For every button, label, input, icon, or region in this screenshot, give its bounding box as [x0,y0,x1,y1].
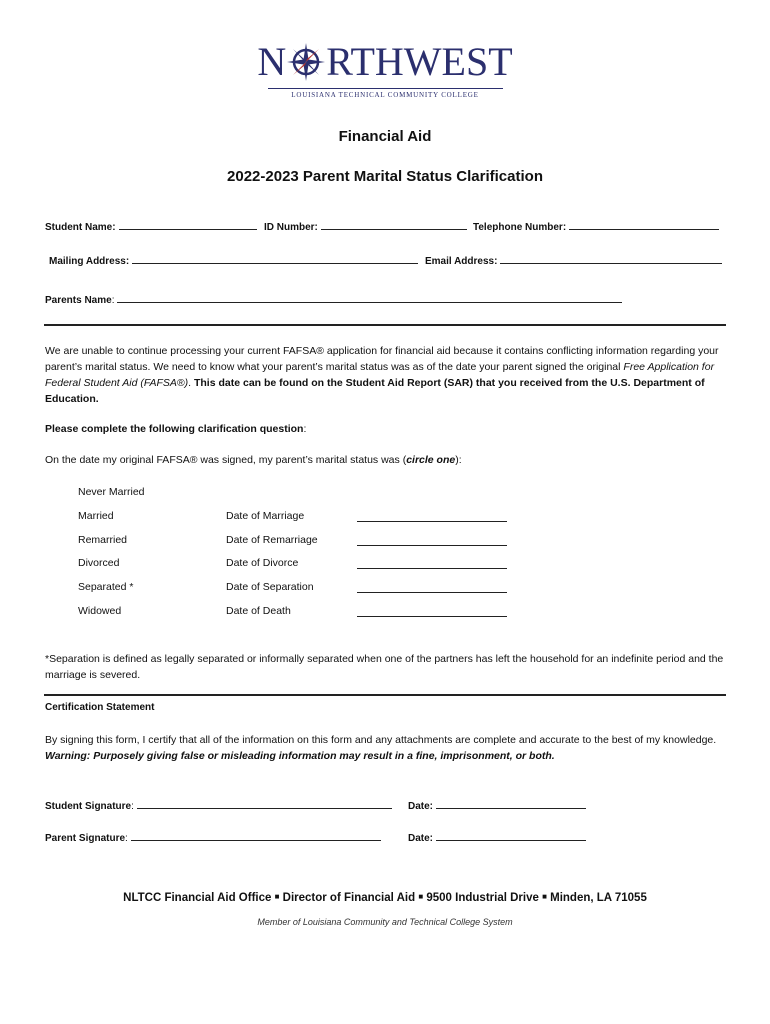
student-signature-field[interactable] [45,796,392,814]
mailing-address-field[interactable] [49,251,418,269]
id-number-field[interactable] [264,217,467,235]
option-widowed[interactable]: Widowed [78,605,122,617]
parents-name-line[interactable] [117,292,622,303]
certification-text: By signing this form, I certify that all of the information on this form and any attachments are complete and accurate to the best of my knowledge. [45,734,717,746]
option-never-married[interactable]: Never Married [78,486,145,498]
form-title: 2022-2023 Parent Marital Status Clarification [227,168,543,185]
parents-name-label: Parents Name [45,295,112,306]
parent-signature-line[interactable] [131,830,381,841]
parent-date-label: Date: [408,833,434,844]
clarification-heading-colon: : [303,423,307,435]
bullet-separator-icon: ■ [418,892,424,901]
parent-signature-field[interactable] [45,828,381,846]
logo-letter-n: N [257,39,287,84]
compass-star-icon [286,42,326,82]
date-of-divorce-label: Date of Divorce [226,557,299,569]
email-address-line[interactable] [500,253,722,264]
certification-paragraph [45,732,725,764]
telephone-field[interactable] [473,217,719,235]
form-department-title: Financial Aid [338,128,432,145]
option-remarried[interactable]: Remarried [78,534,128,546]
date-of-separation-line[interactable] [357,581,507,593]
clarification-heading [45,423,306,435]
date-of-divorce-line[interactable] [357,557,507,569]
section-divider-top [44,324,726,326]
id-number-line[interactable] [321,219,467,230]
footer-director: Director of Financial Aid [282,892,416,904]
question-start: On the date my original FAFSA® was signed, my parent’s marital status was ( [45,454,407,466]
date-of-death-line[interactable] [357,605,507,617]
intro-paragraph [45,343,725,407]
parents-name-field[interactable] [45,290,622,308]
college-logo [0,40,770,102]
student-date-label: Date: [408,801,434,812]
footer-contact [0,892,770,904]
option-divorced[interactable]: Divorced [78,557,120,569]
student-name-field[interactable] [45,217,257,235]
id-number-label: ID Number: [264,222,318,233]
footer-city: Minden, LA 71055 [550,892,647,904]
student-date-field[interactable] [408,796,586,814]
bullet-separator-icon: ■ [274,892,280,901]
telephone-line[interactable] [569,219,719,230]
date-of-separation-label: Date of Separation [226,581,314,593]
student-name-label: Student Name: [45,222,116,233]
email-address-label: Email Address: [425,256,498,267]
footer-office: NLTCC Financial Aid Office [123,892,272,904]
clarification-question [45,454,462,466]
mailing-address-line[interactable] [132,253,418,264]
student-date-line[interactable] [436,798,586,809]
bullet-separator-icon: ■ [542,892,547,901]
telephone-label: Telephone Number: [473,222,567,233]
mailing-address-label: Mailing Address: [49,256,130,267]
question-end: ): [455,454,462,466]
parent-date-line[interactable] [436,830,586,841]
option-married[interactable]: Married [78,510,114,522]
student-signature-line[interactable] [137,798,392,809]
date-of-remarriage-label: Date of Remarriage [226,534,318,546]
date-of-marriage-line[interactable] [357,510,507,522]
intro-period: . [188,377,194,389]
certification-warning: Warning: Purposely giving false or misleading information may result in a fine, imprisonment, or both. [45,750,555,762]
parent-date-field[interactable] [408,828,586,846]
parent-signature-label: Parent Signature [45,833,126,844]
date-of-marriage-label: Date of Marriage [226,510,305,522]
logo-subtitle: LOUISIANA TECHNICAL COMMUNITY COLLEGE [268,88,503,99]
parents-name-colon: : [111,295,115,306]
separation-definition: *Separation is defined as legally separated or informally separated when one of the partners has left the household for an indefinite period and the marriage is severed. [45,653,724,681]
logo-wordmark [257,40,512,84]
date-of-remarriage-line[interactable] [357,534,507,546]
student-signature-label: Student Signature [45,801,132,812]
date-of-death-label: Date of Death [226,605,291,617]
footer-address: 9500 Industrial Drive [426,892,539,904]
circle-one-instruction: circle one [406,454,456,466]
email-address-field[interactable] [425,251,722,269]
certification-heading: Certification Statement [45,702,155,713]
fafsa-full-name: Free Application for Federal Student Aid (FAFSA®) [45,361,715,389]
footer-member-line: Member of Louisiana Community and Technical College System [257,917,513,927]
student-name-line[interactable] [119,219,257,230]
student-signature-colon: : [131,801,134,812]
sar-note: This date can be found on the Student Aid Report (SAR) that you received from the U.S. Department of Education. [45,377,705,405]
logo-letters-rthwest: RTHWEST [326,39,513,84]
parent-signature-colon: : [125,833,128,844]
option-separated[interactable]: Separated * [78,581,134,593]
intro-text: We are unable to continue processing your current FAFSA® application for financial aid because it contains conflicting information regarding your parent’s marital status. We need to know what your parent’s marital status was as of the date your parent signed the original [45,345,719,373]
clarification-heading-text: Please complete the following clarification question [45,423,304,435]
section-divider-bottom [44,694,726,696]
